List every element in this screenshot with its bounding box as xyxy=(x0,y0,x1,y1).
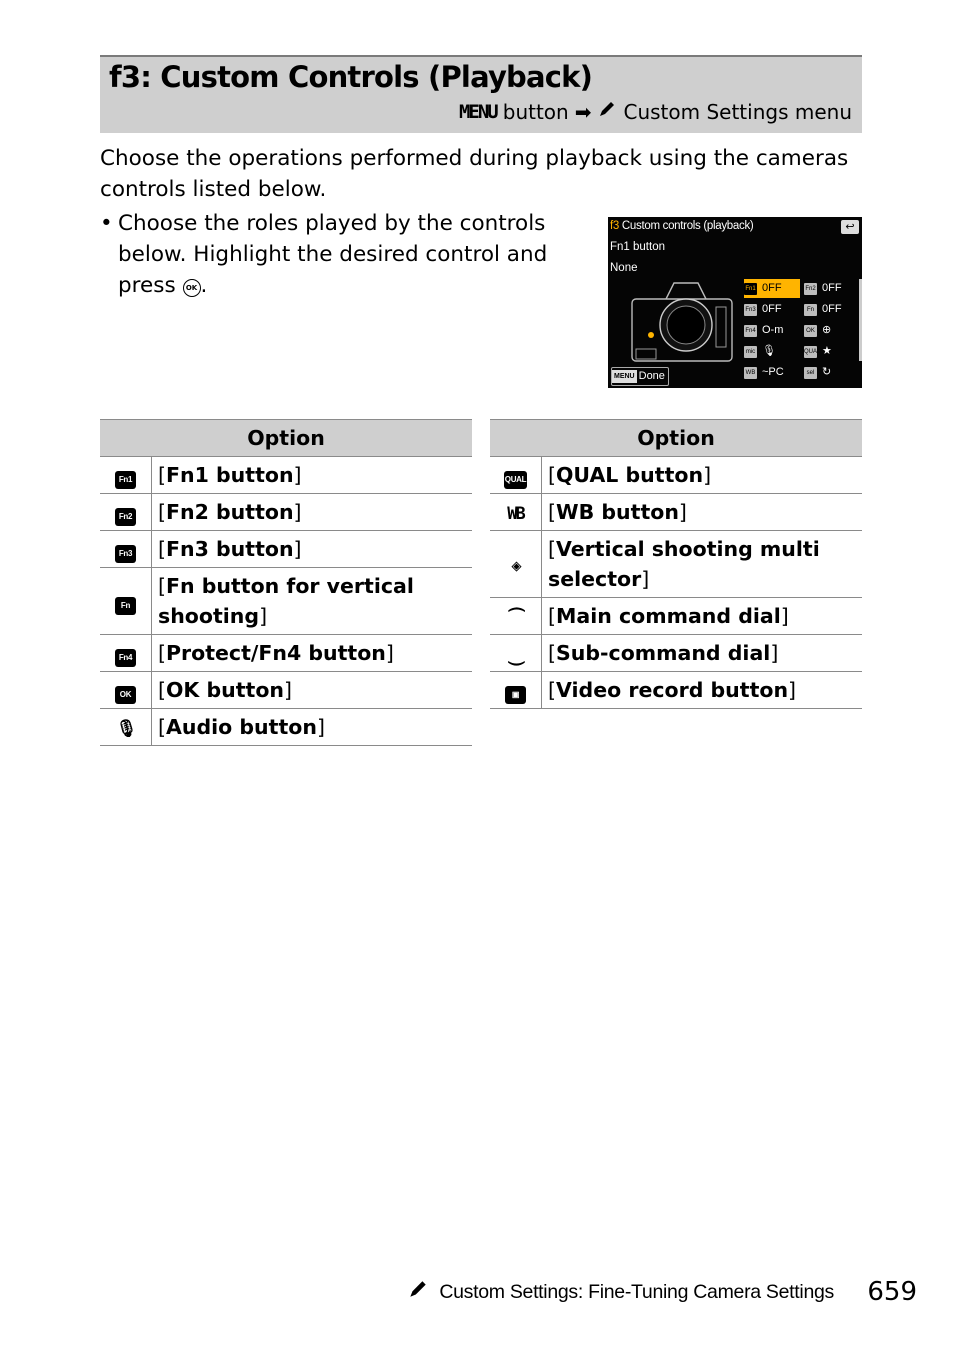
control-icon: Fn4 xyxy=(115,649,136,667)
table-header-row xyxy=(100,420,472,457)
row-label-cell xyxy=(152,635,473,672)
table-row xyxy=(490,531,862,598)
screen-grid-cell xyxy=(804,300,860,319)
control-icon: Fn1 xyxy=(115,471,136,489)
control-icon: OK xyxy=(115,686,136,704)
option-label: WB button xyxy=(556,500,679,524)
bracket-close: ] xyxy=(770,641,779,665)
row-icon-cell xyxy=(100,568,152,635)
screen-scrollbar xyxy=(859,279,862,361)
options-table-left xyxy=(100,419,472,746)
bracket-open: [ xyxy=(158,641,166,665)
screen-title: f3 Custom controls (playback) xyxy=(610,220,754,232)
option-label: Sub-command dial xyxy=(556,641,771,665)
row-icon-cell xyxy=(490,672,542,709)
control-icon: Fn xyxy=(115,597,136,615)
pencil-icon xyxy=(407,1278,429,1306)
screen-control-value: ⊕ xyxy=(822,324,832,336)
bracket-close: ] xyxy=(316,715,325,739)
intro-paragraph: Choose the operations performed during playback using the cameras controls listed below. xyxy=(100,146,849,202)
screen-control-value: ↻ xyxy=(822,366,832,378)
menu-button-glyph: MENU xyxy=(458,100,497,123)
table-row xyxy=(100,568,472,635)
screen-control-value: O-m xyxy=(762,324,784,336)
screen-grid-cell xyxy=(804,321,860,340)
camera-body-icon xyxy=(626,277,746,365)
bracket-close: ] xyxy=(780,604,789,628)
row-icon-cell xyxy=(100,531,152,568)
table-row xyxy=(490,635,862,672)
option-label: Main command dial xyxy=(556,604,781,628)
bracket-open: [ xyxy=(548,641,556,665)
bracket-close: ] xyxy=(703,463,712,487)
screen-control-icon: Fn xyxy=(804,304,817,316)
row-icon-cell xyxy=(490,457,542,494)
screen-control-icon: mic xyxy=(744,346,757,358)
row-icon-cell xyxy=(490,494,542,531)
arrow-right-icon: ➡ xyxy=(574,99,592,124)
option-label: OK button xyxy=(166,678,284,702)
bracket-close: ] xyxy=(293,463,302,487)
row-label-cell xyxy=(542,531,863,598)
screen-grid-cell xyxy=(744,279,800,298)
control-icon: ◈ xyxy=(511,556,520,576)
screen-control-value: 🎙 xyxy=(762,345,776,357)
row-label-cell xyxy=(152,531,473,568)
table-header-row xyxy=(490,420,862,457)
bracket-open: [ xyxy=(548,604,556,628)
bullet-item xyxy=(100,208,560,301)
options-table-right xyxy=(490,419,862,709)
row-label-cell xyxy=(152,672,473,709)
bracket-open: [ xyxy=(548,678,556,702)
option-label: Fn1 button xyxy=(166,463,294,487)
option-label: QUAL button xyxy=(556,463,704,487)
screen-control-icon: sel xyxy=(804,367,817,379)
camera-menu-screenshot xyxy=(608,217,862,388)
section-header xyxy=(100,55,862,133)
screen-control-icon: Fn1 xyxy=(744,283,757,295)
screen-grid-cell xyxy=(744,321,800,340)
screen-selected-control: Fn1 button xyxy=(610,241,665,253)
row-label-cell xyxy=(542,457,863,494)
bracket-open: [ xyxy=(158,500,166,524)
option-label: Vertical shooting multi selector xyxy=(548,537,820,591)
bracket-close: ] xyxy=(788,678,797,702)
option-label: Fn3 button xyxy=(166,537,294,561)
screen-control-value: 0FF xyxy=(822,303,842,315)
table-header-option: Option xyxy=(490,420,862,457)
row-icon-cell xyxy=(100,457,152,494)
screen-grid-cell xyxy=(804,363,860,382)
bracket-close: ] xyxy=(678,500,687,524)
table-row xyxy=(100,494,472,531)
return-icon: ↩ xyxy=(841,220,859,234)
control-icon: ⏜ xyxy=(508,608,523,628)
table-header-option: Option xyxy=(100,420,472,457)
row-icon-cell xyxy=(490,598,542,635)
page-number: 659 xyxy=(867,1277,917,1307)
control-icon: 🎙 xyxy=(115,719,136,739)
table-row xyxy=(100,672,472,709)
bracket-close: ] xyxy=(385,641,394,665)
row-label-cell xyxy=(542,635,863,672)
row-label-cell xyxy=(152,494,473,531)
control-icon: QUAL xyxy=(504,471,527,489)
screen-selected-value: None xyxy=(610,262,638,274)
table-row xyxy=(100,709,472,746)
table-row xyxy=(490,457,862,494)
screen-control-icon: WB xyxy=(744,367,757,379)
row-label-cell xyxy=(542,494,863,531)
row-icon-cell xyxy=(490,635,542,672)
screen-grid-cell xyxy=(744,363,800,382)
row-icon-cell xyxy=(100,635,152,672)
menu-path xyxy=(459,99,852,124)
bracket-close: ] xyxy=(641,567,650,591)
row-label-cell xyxy=(152,709,473,746)
control-icon: ▣ xyxy=(505,686,526,704)
pencil-icon xyxy=(597,99,617,124)
bracket-close: ] xyxy=(284,678,292,702)
screen-control-icon: QUAL xyxy=(804,346,817,358)
bracket-close: ] xyxy=(293,537,302,561)
footer-section-title: Custom Settings: Fine-Tuning Camera Settings xyxy=(439,1280,834,1303)
row-icon-cell xyxy=(490,531,542,598)
option-label: Fn2 button xyxy=(166,500,294,524)
table-row xyxy=(490,672,862,709)
option-label: Fn button for vertical shooting xyxy=(158,574,414,628)
screen-control-icon: Fn3 xyxy=(744,304,757,316)
screen-grid-cell xyxy=(744,300,800,319)
bracket-open: [ xyxy=(158,537,166,561)
bracket-open: [ xyxy=(158,678,166,702)
control-icon: ⏝ xyxy=(508,645,523,665)
screen-control-icon: OK xyxy=(804,325,817,337)
table-row xyxy=(490,494,862,531)
table-row xyxy=(100,457,472,494)
option-label: Audio button xyxy=(166,715,317,739)
screen-control-icon: Fn2 xyxy=(804,283,817,295)
row-label-cell xyxy=(152,457,473,494)
control-icon: Fn3 xyxy=(115,545,136,563)
screen-grid-cell xyxy=(744,342,800,361)
screen-control-value: ~PC xyxy=(762,366,784,378)
row-label-cell xyxy=(542,672,863,709)
table-row xyxy=(490,598,862,635)
bracket-close: ] xyxy=(293,500,302,524)
ok-button-icon: OK xyxy=(183,279,201,297)
bracket-open: [ xyxy=(548,463,556,487)
menu-path-menu-name: Custom Settings menu xyxy=(623,99,852,124)
row-icon-cell xyxy=(100,672,152,709)
table-row xyxy=(100,635,472,672)
screen-done-hint: MENU Done xyxy=(611,367,669,386)
bullet-dot: • xyxy=(100,211,113,236)
screen-control-value: 0FF xyxy=(762,303,782,315)
bracket-open: [ xyxy=(548,537,556,561)
menu-path-button-word: button xyxy=(502,99,569,124)
page-title: f3: Custom Controls (Playback) xyxy=(109,60,593,94)
table-row xyxy=(100,531,472,568)
page-footer xyxy=(407,1278,834,1306)
option-label: Protect/Fn4 button xyxy=(166,641,386,665)
control-icon: WB xyxy=(507,504,524,524)
control-icon: Fn2 xyxy=(115,508,136,526)
screen-control-value: 0FF xyxy=(762,282,782,294)
row-icon-cell xyxy=(100,494,152,531)
bracket-open: [ xyxy=(158,574,166,598)
screen-control-value: 0FF xyxy=(822,282,842,294)
row-icon-cell xyxy=(100,709,152,746)
bracket-open: [ xyxy=(158,715,166,739)
screen-grid-cell xyxy=(804,279,860,298)
screen-control-value: ★ xyxy=(822,345,832,357)
screen-grid-cell xyxy=(804,342,860,361)
bracket-open: [ xyxy=(548,500,556,524)
bullet-text: Choose the roles played by the controls below. Highlight the desired control and press OK . xyxy=(118,211,548,298)
row-label-cell xyxy=(152,568,473,635)
screen-control-icon: Fn4 xyxy=(744,325,757,337)
bracket-close: ] xyxy=(259,604,268,628)
bracket-open: [ xyxy=(158,463,166,487)
row-label-cell xyxy=(542,598,863,635)
option-label: Video record button xyxy=(556,678,789,702)
